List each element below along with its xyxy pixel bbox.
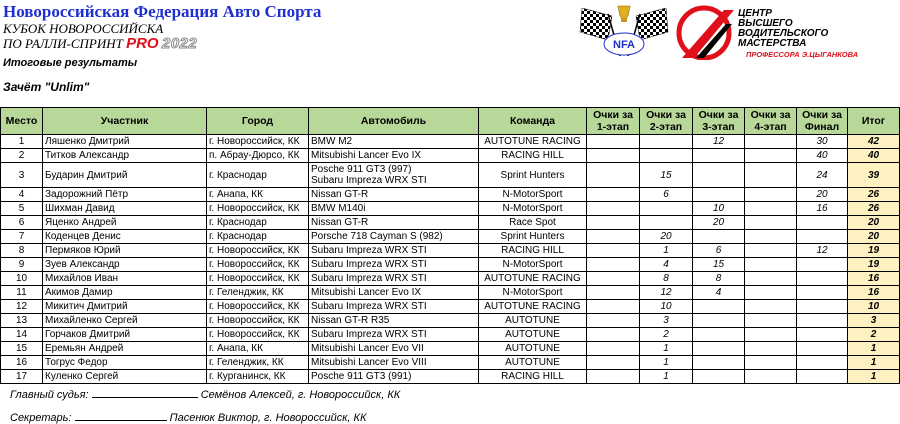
total-points-cell: 16 <box>848 272 900 286</box>
table-row <box>1 356 900 370</box>
driver-cell: Коденцев Денис <box>43 230 207 244</box>
table-row <box>1 149 900 163</box>
team-cell: AUTOTUNE RACING <box>479 135 587 149</box>
stage4-points-cell <box>745 342 797 356</box>
city-cell: г. Новороссийск, КК <box>207 314 309 328</box>
driver-cell: Акимов Дамир <box>43 286 207 300</box>
city-cell: г. Новороссийск, КК <box>207 272 309 286</box>
stage4-points-cell <box>745 202 797 216</box>
series-title <box>3 35 197 52</box>
final-points-cell: 24 <box>797 163 848 188</box>
city-cell: г. Новороссийск, КК <box>207 202 309 216</box>
center-logo-line5: ПРОФЕССОРА Э.ЦЫГАНКОВА <box>746 50 859 59</box>
table-row <box>1 244 900 258</box>
header-total: Итог <box>848 108 900 135</box>
team-cell: AUTOTUNE <box>479 356 587 370</box>
final-points-cell: 30 <box>797 135 848 149</box>
stage4-points-cell <box>745 216 797 230</box>
stage4-points-cell <box>745 135 797 149</box>
stage3-points-cell <box>693 163 745 188</box>
place-cell: 2 <box>1 149 43 163</box>
final-points-cell <box>797 356 848 370</box>
city-cell: г. Краснодар <box>207 216 309 230</box>
place-cell: 15 <box>1 342 43 356</box>
center-logo-line2: ВЫСШЕГО <box>738 18 793 29</box>
secretary-label: Секретарь: <box>10 412 72 424</box>
stage2-points-cell: 1 <box>640 356 693 370</box>
car-cell: Subaru Impreza WRX STI <box>309 300 479 314</box>
stage2-points-cell: 10 <box>640 300 693 314</box>
place-cell: 10 <box>1 272 43 286</box>
stage1-points-cell <box>587 272 640 286</box>
header-stage1: Очки за 1-этап <box>587 108 640 135</box>
series-pro: PRO <box>126 35 159 52</box>
team-cell: AUTOTUNE <box>479 342 587 356</box>
table-row <box>1 188 900 202</box>
stage3-points-cell <box>693 188 745 202</box>
table-row <box>1 342 900 356</box>
city-cell: г. Геленджик, КК <box>207 356 309 370</box>
stage4-points-cell <box>745 272 797 286</box>
place-cell: 7 <box>1 230 43 244</box>
place-cell: 9 <box>1 258 43 272</box>
table-row <box>1 328 900 342</box>
city-cell: г. Курганинск, КК <box>207 370 309 384</box>
header-driver: Участник <box>43 108 207 135</box>
stage1-points-cell <box>587 188 640 202</box>
driver-cell: Титков Александр <box>43 149 207 163</box>
stage3-points-cell: 12 <box>693 135 745 149</box>
stage4-points-cell <box>745 286 797 300</box>
driver-cell: Еремьян Андрей <box>43 342 207 356</box>
final-points-cell: 40 <box>797 149 848 163</box>
stage1-points-cell <box>587 135 640 149</box>
stage3-points-cell <box>693 370 745 384</box>
car-cell: Nissan GT-R R35 <box>309 314 479 328</box>
final-points-cell <box>797 328 848 342</box>
stage3-points-cell: 10 <box>693 202 745 216</box>
center-logo-line1: ЦЕНТР <box>738 8 772 19</box>
total-points-cell: 20 <box>848 216 900 230</box>
final-points-cell: 20 <box>797 188 848 202</box>
total-points-cell: 1 <box>848 342 900 356</box>
total-points-cell: 3 <box>848 314 900 328</box>
final-points-cell: 16 <box>797 202 848 216</box>
driving-center-logo <box>676 4 891 60</box>
stage1-points-cell <box>587 314 640 328</box>
stage2-points-cell: 12 <box>640 286 693 300</box>
car-cell: Posche 911 GT3 (997) Subaru Impreza WRX STI <box>309 163 479 188</box>
stage1-points-cell <box>587 370 640 384</box>
team-cell: Race Spot <box>479 216 587 230</box>
city-cell: г. Краснодар <box>207 163 309 188</box>
stage4-points-cell <box>745 244 797 258</box>
stage2-points-cell: 1 <box>640 342 693 356</box>
header-final: Очки за Финал <box>797 108 848 135</box>
series-year: 2022 <box>161 35 198 52</box>
city-cell: г. Краснодар <box>207 230 309 244</box>
chief-judge-name: Семёнов Алексей, г. Новороссийск, КК <box>200 389 401 401</box>
table-row <box>1 230 900 244</box>
place-cell: 16 <box>1 356 43 370</box>
secretary-line <box>10 411 367 424</box>
stage2-points-cell: 2 <box>640 328 693 342</box>
stage2-points-cell <box>640 149 693 163</box>
team-cell: Sprint Hunters <box>479 230 587 244</box>
car-cell: Mitsubishi Lancer Evo IX <box>309 286 479 300</box>
city-cell: г. Новороссийск, КК <box>207 300 309 314</box>
city-cell: г. Новороссийск, КК <box>207 135 309 149</box>
table-row <box>1 202 900 216</box>
total-points-cell: 10 <box>848 300 900 314</box>
final-points-cell: 12 <box>797 244 848 258</box>
driver-cell: Шихман Давид <box>43 202 207 216</box>
driver-cell: Зуев Александр <box>43 258 207 272</box>
stage4-points-cell <box>745 314 797 328</box>
stage3-points-cell <box>693 149 745 163</box>
car-cell: Subaru Impreza WRX STI <box>309 244 479 258</box>
car-cell: Nissan GT-R <box>309 216 479 230</box>
city-cell: г. Анапа, КК <box>207 188 309 202</box>
stage4-points-cell <box>745 188 797 202</box>
table-row <box>1 163 900 188</box>
final-points-cell <box>797 300 848 314</box>
city-cell: п. Абрау-Дюрсо, КК <box>207 149 309 163</box>
header-team: Команда <box>479 108 587 135</box>
team-cell: N-MotorSport <box>479 202 587 216</box>
place-cell: 8 <box>1 244 43 258</box>
header-stage3: Очки за 3-этап <box>693 108 745 135</box>
table-row <box>1 135 900 149</box>
team-cell: Sprint Hunters <box>479 163 587 188</box>
final-points-cell <box>797 272 848 286</box>
series-prefix: ПО РАЛЛИ-СПРИНТ <box>3 36 123 51</box>
stage1-points-cell <box>587 216 640 230</box>
stage1-points-cell <box>587 258 640 272</box>
federation-title: Новороссийская Федерация Авто Спорта <box>3 2 322 21</box>
stage2-points-cell: 4 <box>640 258 693 272</box>
city-cell: г. Анапа, КК <box>207 342 309 356</box>
final-points-cell <box>797 314 848 328</box>
car-cell: Subaru Impreza WRX STI <box>309 328 479 342</box>
driver-cell: Задорожний Пётр <box>43 188 207 202</box>
stage4-points-cell <box>745 149 797 163</box>
place-cell: 4 <box>1 188 43 202</box>
total-points-cell: 40 <box>848 149 900 163</box>
total-points-cell: 39 <box>848 163 900 188</box>
car-cell: Mitsubishi Lancer Evo VIII <box>309 356 479 370</box>
stage3-points-cell <box>693 230 745 244</box>
place-cell: 14 <box>1 328 43 342</box>
chief-judge-line <box>10 388 400 401</box>
total-points-cell: 20 <box>848 230 900 244</box>
driver-cell: Куленко Сергей <box>43 370 207 384</box>
team-cell: RACING HILL <box>479 370 587 384</box>
stage1-points-cell <box>587 149 640 163</box>
team-cell: RACING HILL <box>479 149 587 163</box>
stage2-points-cell: 20 <box>640 230 693 244</box>
table-row <box>1 258 900 272</box>
results-table <box>0 107 900 384</box>
secretary-signature-line <box>75 411 167 421</box>
total-points-cell: 16 <box>848 286 900 300</box>
header-stage4: Очки за 4-этап <box>745 108 797 135</box>
header-stage2: Очки за 2-этап <box>640 108 693 135</box>
chief-judge-signature-line <box>92 388 198 398</box>
final-points-cell <box>797 370 848 384</box>
final-points-cell <box>797 258 848 272</box>
stage3-points-cell: 8 <box>693 272 745 286</box>
stage2-points-cell: 15 <box>640 163 693 188</box>
header-place: Место <box>1 108 43 135</box>
place-cell: 6 <box>1 216 43 230</box>
nfa-logo <box>578 2 670 60</box>
stage3-points-cell <box>693 342 745 356</box>
header-car: Автомобиль <box>309 108 479 135</box>
place-cell: 13 <box>1 314 43 328</box>
team-cell: AUTOTUNE <box>479 314 587 328</box>
car-cell: Nissan GT-R <box>309 188 479 202</box>
credit-title: Зачёт "Unlim" <box>3 80 90 94</box>
table-row <box>1 370 900 384</box>
total-points-cell: 2 <box>848 328 900 342</box>
total-points-cell: 1 <box>848 356 900 370</box>
driver-cell: Горчаков Дмитрий <box>43 328 207 342</box>
driver-cell: Бударин Дмитрий <box>43 163 207 188</box>
stage3-points-cell <box>693 356 745 370</box>
total-points-cell: 19 <box>848 244 900 258</box>
city-cell: г. Геленджик, КК <box>207 286 309 300</box>
team-cell: N-MotorSport <box>479 258 587 272</box>
place-cell: 12 <box>1 300 43 314</box>
stage4-points-cell <box>745 300 797 314</box>
team-cell: N-MotorSport <box>479 188 587 202</box>
total-points-cell: 26 <box>848 202 900 216</box>
city-cell: г. Новороссийск, КК <box>207 328 309 342</box>
center-logo-line4: МАСТЕРСТВА <box>738 38 807 49</box>
header-city: Город <box>207 108 309 135</box>
stage2-points-cell: 8 <box>640 272 693 286</box>
final-points-cell <box>797 286 848 300</box>
team-cell: AUTOTUNE RACING <box>479 300 587 314</box>
car-cell: BMW M140i <box>309 202 479 216</box>
total-points-cell: 19 <box>848 258 900 272</box>
stage4-points-cell <box>745 370 797 384</box>
table-row <box>1 286 900 300</box>
stage1-points-cell <box>587 356 640 370</box>
table-header-row <box>1 108 900 135</box>
stage1-points-cell <box>587 328 640 342</box>
stage4-points-cell <box>745 163 797 188</box>
chief-judge-label: Главный судья: <box>10 389 89 401</box>
city-cell: г. Новороссийск, КК <box>207 244 309 258</box>
stage3-points-cell: 15 <box>693 258 745 272</box>
stage4-points-cell <box>745 258 797 272</box>
car-cell: Mitsubishi Lancer Evo VII <box>309 342 479 356</box>
stage3-points-cell: 6 <box>693 244 745 258</box>
stage2-points-cell: 1 <box>640 244 693 258</box>
place-cell: 11 <box>1 286 43 300</box>
final-points-cell <box>797 216 848 230</box>
driver-cell: Михайлов Иван <box>43 272 207 286</box>
car-cell: Mitsubishi Lancer Evo IX <box>309 149 479 163</box>
stage2-points-cell: 6 <box>640 188 693 202</box>
stage1-points-cell <box>587 300 640 314</box>
driver-cell: Микитич Дмитрий <box>43 300 207 314</box>
stage3-points-cell: 4 <box>693 286 745 300</box>
stage4-points-cell <box>745 356 797 370</box>
team-cell: N-MotorSport <box>479 286 587 300</box>
total-points-cell: 42 <box>848 135 900 149</box>
stage2-points-cell: 3 <box>640 314 693 328</box>
stage1-points-cell <box>587 163 640 188</box>
stage1-points-cell <box>587 202 640 216</box>
table-row <box>1 216 900 230</box>
table-row <box>1 300 900 314</box>
stage2-points-cell: 1 <box>640 370 693 384</box>
stage2-points-cell <box>640 202 693 216</box>
nfa-logo-text: NFA <box>613 39 635 51</box>
team-cell: RACING HILL <box>479 244 587 258</box>
stage4-points-cell <box>745 328 797 342</box>
place-cell: 17 <box>1 370 43 384</box>
table-row <box>1 272 900 286</box>
center-logo-line3: ВОДИТЕЛЬСКОГО <box>738 28 829 39</box>
place-cell: 1 <box>1 135 43 149</box>
driver-cell: Ляшенко Дмитрий <box>43 135 207 149</box>
table-row <box>1 314 900 328</box>
stage3-points-cell <box>693 314 745 328</box>
stage4-points-cell <box>745 230 797 244</box>
driver-cell: Тогрус Федор <box>43 356 207 370</box>
driver-cell: Михайленко Сергей <box>43 314 207 328</box>
total-points-cell: 26 <box>848 188 900 202</box>
car-cell: Posche 911 GT3 (991) <box>309 370 479 384</box>
city-cell: г. Новороссийск, КК <box>207 258 309 272</box>
team-cell: AUTOTUNE RACING <box>479 272 587 286</box>
car-cell: BMW M2 <box>309 135 479 149</box>
stage1-points-cell <box>587 286 640 300</box>
car-cell: Subaru Impreza WRX STI <box>309 258 479 272</box>
place-cell: 5 <box>1 202 43 216</box>
results-title: Итоговые результаты <box>3 57 138 69</box>
stage3-points-cell <box>693 300 745 314</box>
cup-title: КУБОК НОВОРОССИЙСКА <box>3 21 164 36</box>
stage1-points-cell <box>587 244 640 258</box>
place-cell: 3 <box>1 163 43 188</box>
stage1-points-cell <box>587 342 640 356</box>
total-points-cell: 1 <box>848 370 900 384</box>
driver-cell: Яценко Андрей <box>43 216 207 230</box>
stage1-points-cell <box>587 230 640 244</box>
stage3-points-cell: 20 <box>693 216 745 230</box>
stage2-points-cell <box>640 135 693 149</box>
car-cell: Subaru Impreza WRX STI <box>309 272 479 286</box>
driver-cell: Пермяков Юрий <box>43 244 207 258</box>
team-cell: AUTOTUNE <box>479 328 587 342</box>
final-points-cell <box>797 230 848 244</box>
final-points-cell <box>797 342 848 356</box>
stage3-points-cell <box>693 328 745 342</box>
secretary-name: Пасенюк Виктор, г. Новороссийск, КК <box>169 412 367 424</box>
car-cell: Porsche 718 Cayman S (982) <box>309 230 479 244</box>
stage2-points-cell <box>640 216 693 230</box>
